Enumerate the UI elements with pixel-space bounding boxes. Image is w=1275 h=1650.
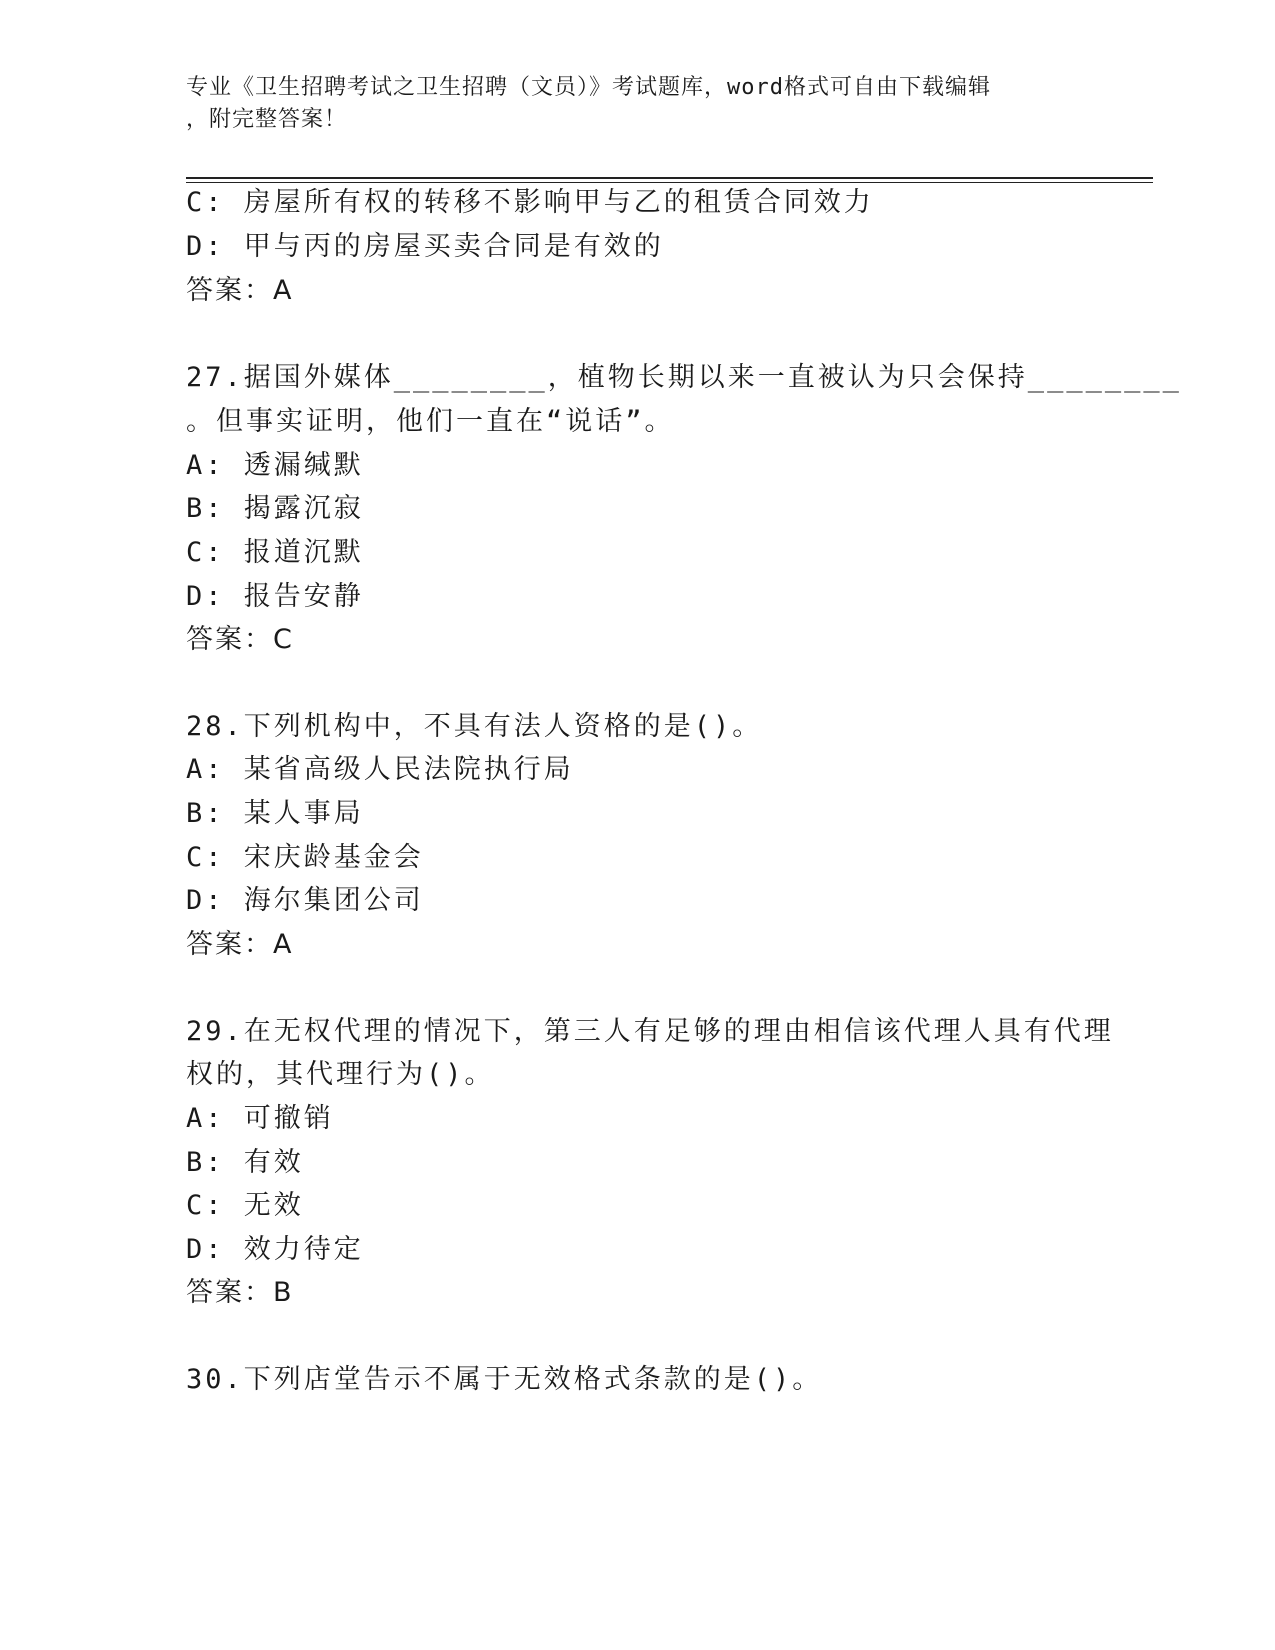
header-line-2: ，附完整答案！ — [186, 107, 348, 132]
prev-option-d: D: 甲与丙的房屋买卖合同是有效的 — [186, 231, 664, 262]
q29-option-d: D: 效力待定 — [186, 1234, 364, 1265]
q27-answer: 答案：C — [186, 624, 294, 655]
q29-option-b: B: 有效 — [186, 1147, 304, 1178]
q28-option-b: B: 某人事局 — [186, 798, 364, 829]
prev-answer: 答案：A — [186, 275, 294, 306]
q27-option-d: D: 报告安静 — [186, 581, 364, 612]
q28-option-a: A: 某省高级人民法院执行局 — [186, 754, 574, 785]
prev-option-c: C: 房屋所有权的转移不影响甲与乙的租赁合同效力 — [186, 187, 874, 218]
document-header — [186, 72, 1066, 136]
q30-stem: 30.下列店堂告示不属于无效格式条款的是()。 — [186, 1364, 823, 1395]
q29-option-c: C: 无效 — [186, 1190, 304, 1221]
q29-answer: 答案：B — [186, 1277, 294, 1308]
q29-option-a: A: 可撤销 — [186, 1103, 334, 1134]
q27-option-b: B: 揭露沉寂 — [186, 493, 364, 524]
q27-option-c: C: 报道沉默 — [186, 537, 364, 568]
q28-answer: 答案：A — [186, 929, 294, 960]
q28-stem: 28.下列机构中，不具有法人资格的是()。 — [186, 711, 763, 742]
header-line-1: 专业《卫生招聘考试之卫生招聘（文员）》考试题库，word格式可自由下载编辑 — [186, 75, 991, 100]
q29-stem-line-1: 29.在无权代理的情况下，第三人有足够的理由相信该代理人具有代理 — [186, 1016, 1114, 1047]
header-divider-thick — [186, 177, 1153, 179]
q27-stem-line-1: 27.据国外媒体________，植物长期以来一直被认为只会保持________ — [186, 362, 1182, 393]
q27-stem-line-2: 。但事实证明，他们一直在“说话”。 — [186, 406, 675, 437]
q29-stem-line-2: 权的，其代理行为()。 — [186, 1059, 495, 1090]
q27-option-a: A: 透漏缄默 — [186, 450, 364, 481]
q28-option-c: C: 宋庆龄基金会 — [186, 842, 424, 873]
header-divider-thin — [186, 182, 1153, 183]
q28-option-d: D: 海尔集团公司 — [186, 885, 424, 916]
